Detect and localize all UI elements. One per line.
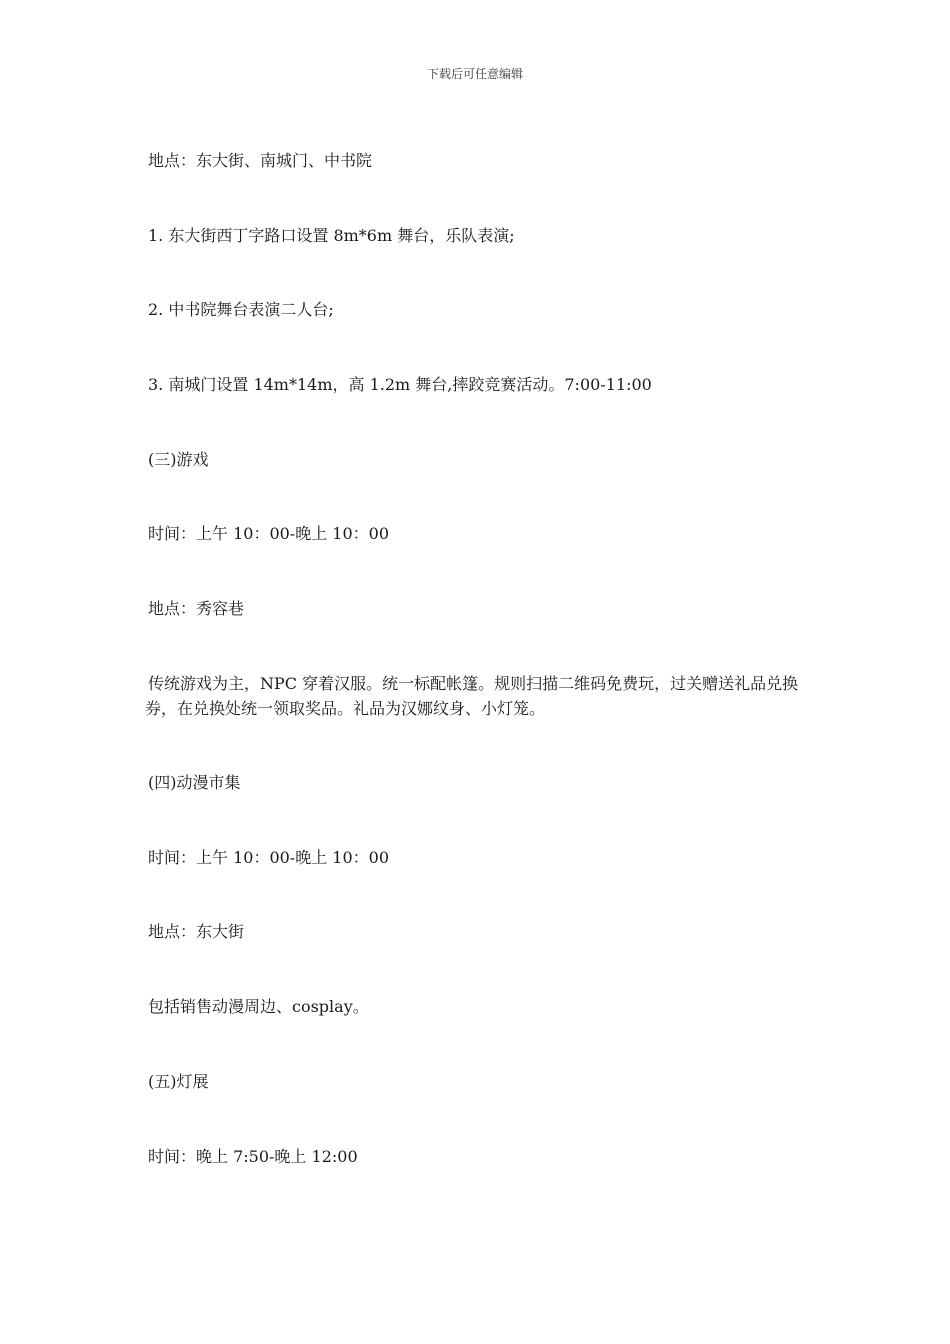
location-line-venues: 地点：东大街、南城门、中书院 bbox=[148, 151, 373, 170]
games-location-line: 地点：秀容巷 bbox=[148, 599, 245, 618]
page-header-note: 下载后可任意编辑 bbox=[426, 67, 523, 81]
anime-market-time-line: 时间：上午 10：00-晚上 10：00 bbox=[148, 848, 390, 867]
list-item-east-street-stage: 1. 东大街西丁字路口设置 8m*6m 舞台，乐队表演; bbox=[148, 226, 515, 245]
section-heading-anime-market: (四)动漫市集 bbox=[148, 773, 241, 792]
list-item-zhongshuyuan-stage: 2. 中书院舞台表演二人台; bbox=[148, 300, 334, 319]
section-heading-lantern-show: (五)灯展 bbox=[148, 1072, 209, 1091]
list-item-south-gate-stage: 3. 南城门设置 14m*14m，高 1.2m 舞台,摔跤竞赛活动。7:00-11:00 bbox=[148, 375, 652, 394]
anime-market-location-line: 地点：东大街 bbox=[148, 922, 245, 941]
games-time-line: 时间：上午 10：00-晚上 10：00 bbox=[148, 524, 390, 543]
games-description-paragraph: 传统游戏为主，NPC 穿着汉服。统一标配帐篷。规则扫描二维码免费玩，过关赠送礼品兑换券，在兑换处统一领取奖品。礼品为汉娜纹身、小灯笼。 bbox=[145, 674, 799, 718]
anime-market-description-line: 包括销售动漫周边、cosplay。 bbox=[148, 997, 369, 1016]
lantern-show-time-line: 时间：晚上 7:50-晚上 12:00 bbox=[148, 1147, 358, 1166]
section-heading-games: (三)游戏 bbox=[148, 450, 209, 469]
